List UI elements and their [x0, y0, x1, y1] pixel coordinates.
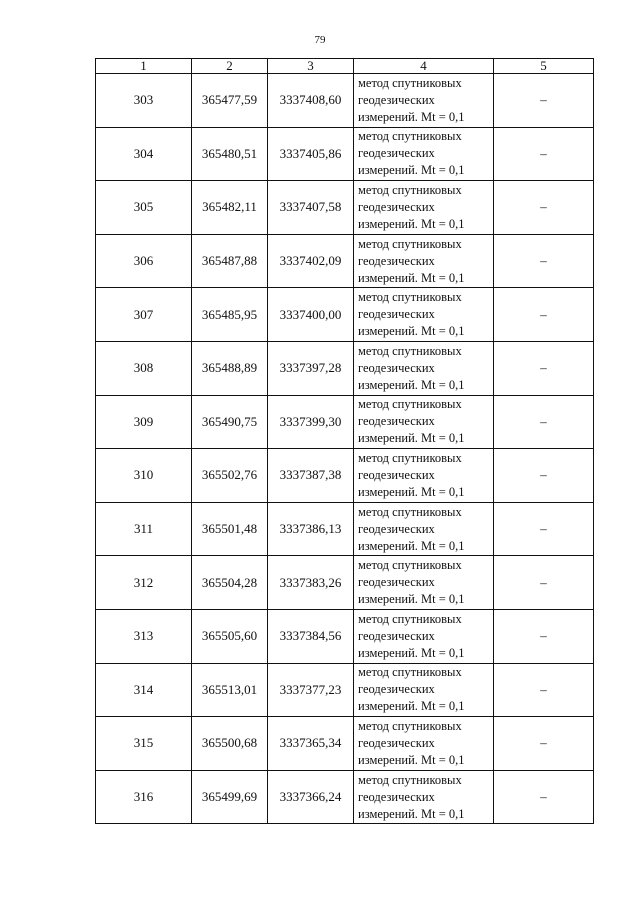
method-cell — [354, 288, 494, 342]
y-coordinate-cell: 3337408,60 — [268, 74, 354, 128]
method-line: геодезических — [358, 307, 435, 322]
note-cell: – — [494, 181, 594, 235]
point-number-cell: 303 — [96, 74, 192, 128]
table-row — [96, 449, 594, 503]
method-line: геодезических — [358, 360, 435, 375]
note-cell: – — [494, 663, 594, 717]
column-header-3: 3 — [268, 59, 354, 74]
note-cell: – — [494, 449, 594, 503]
method-line: геодезических — [358, 735, 435, 750]
method-line: измерений. Mt = 0,1 — [358, 163, 465, 178]
x-coordinate-cell: 365501,48 — [192, 502, 268, 556]
table-row — [96, 556, 594, 610]
note-cell: – — [494, 502, 594, 556]
method-cell — [354, 609, 494, 663]
x-coordinate-cell: 365502,76 — [192, 449, 268, 503]
note-cell: – — [494, 74, 594, 128]
x-coordinate-cell: 365513,01 — [192, 663, 268, 717]
table-row — [96, 288, 594, 342]
method-cell — [354, 395, 494, 449]
note-cell: – — [494, 770, 594, 824]
method-line: геодезических — [358, 92, 435, 107]
method-line: метод спутниковых — [358, 665, 462, 680]
table-row — [96, 609, 594, 663]
method-line: геодезических — [358, 467, 435, 482]
point-number-cell: 307 — [96, 288, 192, 342]
y-coordinate-cell: 3337377,23 — [268, 663, 354, 717]
table-row — [96, 234, 594, 288]
point-number-cell: 312 — [96, 556, 192, 610]
method-cell — [354, 663, 494, 717]
y-coordinate-cell: 3337399,30 — [268, 395, 354, 449]
method-line: измерений. Mt = 0,1 — [358, 752, 465, 767]
table-header — [96, 59, 594, 74]
x-coordinate-cell: 365485,95 — [192, 288, 268, 342]
method-cell — [354, 556, 494, 610]
column-header-5: 5 — [494, 59, 594, 74]
x-coordinate-cell: 365482,11 — [192, 181, 268, 235]
point-number-cell: 314 — [96, 663, 192, 717]
y-coordinate-cell: 3337407,58 — [268, 181, 354, 235]
table-row — [96, 181, 594, 235]
y-coordinate-cell: 3337405,86 — [268, 127, 354, 181]
note-cell: – — [494, 288, 594, 342]
x-coordinate-cell: 365487,88 — [192, 234, 268, 288]
note-cell: – — [494, 341, 594, 395]
y-coordinate-cell: 3337400,00 — [268, 288, 354, 342]
table-row — [96, 502, 594, 556]
method-cell — [354, 127, 494, 181]
method-cell — [354, 74, 494, 128]
method-cell — [354, 449, 494, 503]
method-line: геодезических — [358, 199, 435, 214]
method-line: геодезических — [358, 682, 435, 697]
method-line: метод спутниковых — [358, 75, 462, 90]
x-coordinate-cell: 365499,69 — [192, 770, 268, 824]
table-row — [96, 663, 594, 717]
method-line: метод спутниковых — [358, 558, 462, 573]
note-cell: – — [494, 127, 594, 181]
x-coordinate-cell: 365488,89 — [192, 341, 268, 395]
method-line: геодезических — [358, 414, 435, 429]
method-line: измерений. Mt = 0,1 — [358, 592, 465, 607]
point-number-cell: 304 — [96, 127, 192, 181]
point-number-cell: 315 — [96, 717, 192, 771]
x-coordinate-cell: 365490,75 — [192, 395, 268, 449]
table-row — [96, 717, 594, 771]
note-cell: – — [494, 234, 594, 288]
point-number-cell: 311 — [96, 502, 192, 556]
method-line: геодезических — [358, 253, 435, 268]
note-cell: – — [494, 717, 594, 771]
table-body — [96, 74, 594, 824]
point-number-cell: 309 — [96, 395, 192, 449]
table-row — [96, 127, 594, 181]
table-row — [96, 341, 594, 395]
method-cell — [354, 341, 494, 395]
method-line: измерений. Mt = 0,1 — [358, 431, 465, 446]
method-cell — [354, 502, 494, 556]
method-line: измерений. Mt = 0,1 — [358, 484, 465, 499]
method-line: метод спутниковых — [358, 718, 462, 733]
header-row — [96, 59, 594, 74]
note-cell: – — [494, 609, 594, 663]
point-number-cell: 316 — [96, 770, 192, 824]
page-number: 79 — [314, 34, 326, 46]
column-header-1: 1 — [96, 59, 192, 74]
method-line: измерений. Mt = 0,1 — [358, 270, 465, 285]
method-cell — [354, 234, 494, 288]
method-line: измерений. Mt = 0,1 — [358, 699, 465, 714]
point-number-cell: 310 — [96, 449, 192, 503]
method-line: измерений. Mt = 0,1 — [358, 324, 465, 339]
y-coordinate-cell: 3337402,09 — [268, 234, 354, 288]
y-coordinate-cell: 3337387,38 — [268, 449, 354, 503]
y-coordinate-cell: 3337365,34 — [268, 717, 354, 771]
y-coordinate-cell: 3337386,13 — [268, 502, 354, 556]
method-line: метод спутниковых — [358, 772, 462, 787]
method-line: метод спутниковых — [358, 397, 462, 412]
method-line: измерений. Mt = 0,1 — [358, 645, 465, 660]
method-line: измерений. Mt = 0,1 — [358, 806, 465, 821]
y-coordinate-cell: 3337383,26 — [268, 556, 354, 610]
method-line: измерений. Mt = 0,1 — [358, 109, 465, 124]
method-line: геодезических — [358, 575, 435, 590]
method-line: метод спутниковых — [358, 236, 462, 251]
note-cell: – — [494, 556, 594, 610]
method-line: измерений. Mt = 0,1 — [358, 377, 465, 392]
method-line: метод спутниковых — [358, 343, 462, 358]
method-line: метод спутниковых — [358, 611, 462, 626]
point-number-cell: 306 — [96, 234, 192, 288]
x-coordinate-cell: 365505,60 — [192, 609, 268, 663]
x-coordinate-cell: 365477,59 — [192, 74, 268, 128]
method-line: геодезических — [358, 146, 435, 161]
method-cell — [354, 770, 494, 824]
method-line: измерений. Mt = 0,1 — [358, 216, 465, 231]
point-number-cell: 305 — [96, 181, 192, 235]
table-row — [96, 770, 594, 824]
table-row — [96, 395, 594, 449]
method-line: геодезических — [358, 789, 435, 804]
point-number-cell: 313 — [96, 609, 192, 663]
column-header-4: 4 — [354, 59, 494, 74]
method-line: метод спутниковых — [358, 504, 462, 519]
method-line: метод спутниковых — [358, 182, 462, 197]
x-coordinate-cell: 365480,51 — [192, 127, 268, 181]
x-coordinate-cell: 365500,68 — [192, 717, 268, 771]
method-line: метод спутниковых — [358, 290, 462, 305]
y-coordinate-cell: 3337366,24 — [268, 770, 354, 824]
method-line: метод спутниковых — [358, 450, 462, 465]
method-line: геодезических — [358, 521, 435, 536]
x-coordinate-cell: 365504,28 — [192, 556, 268, 610]
method-cell — [354, 717, 494, 771]
y-coordinate-cell: 3337384,56 — [268, 609, 354, 663]
method-line: измерений. Mt = 0,1 — [358, 538, 465, 553]
method-line: метод спутниковых — [358, 129, 462, 144]
coordinates-table — [95, 58, 594, 824]
note-cell: – — [494, 395, 594, 449]
column-header-2: 2 — [192, 59, 268, 74]
table-row — [96, 74, 594, 128]
method-cell — [354, 181, 494, 235]
point-number-cell: 308 — [96, 341, 192, 395]
method-line: геодезических — [358, 628, 435, 643]
y-coordinate-cell: 3337397,28 — [268, 341, 354, 395]
